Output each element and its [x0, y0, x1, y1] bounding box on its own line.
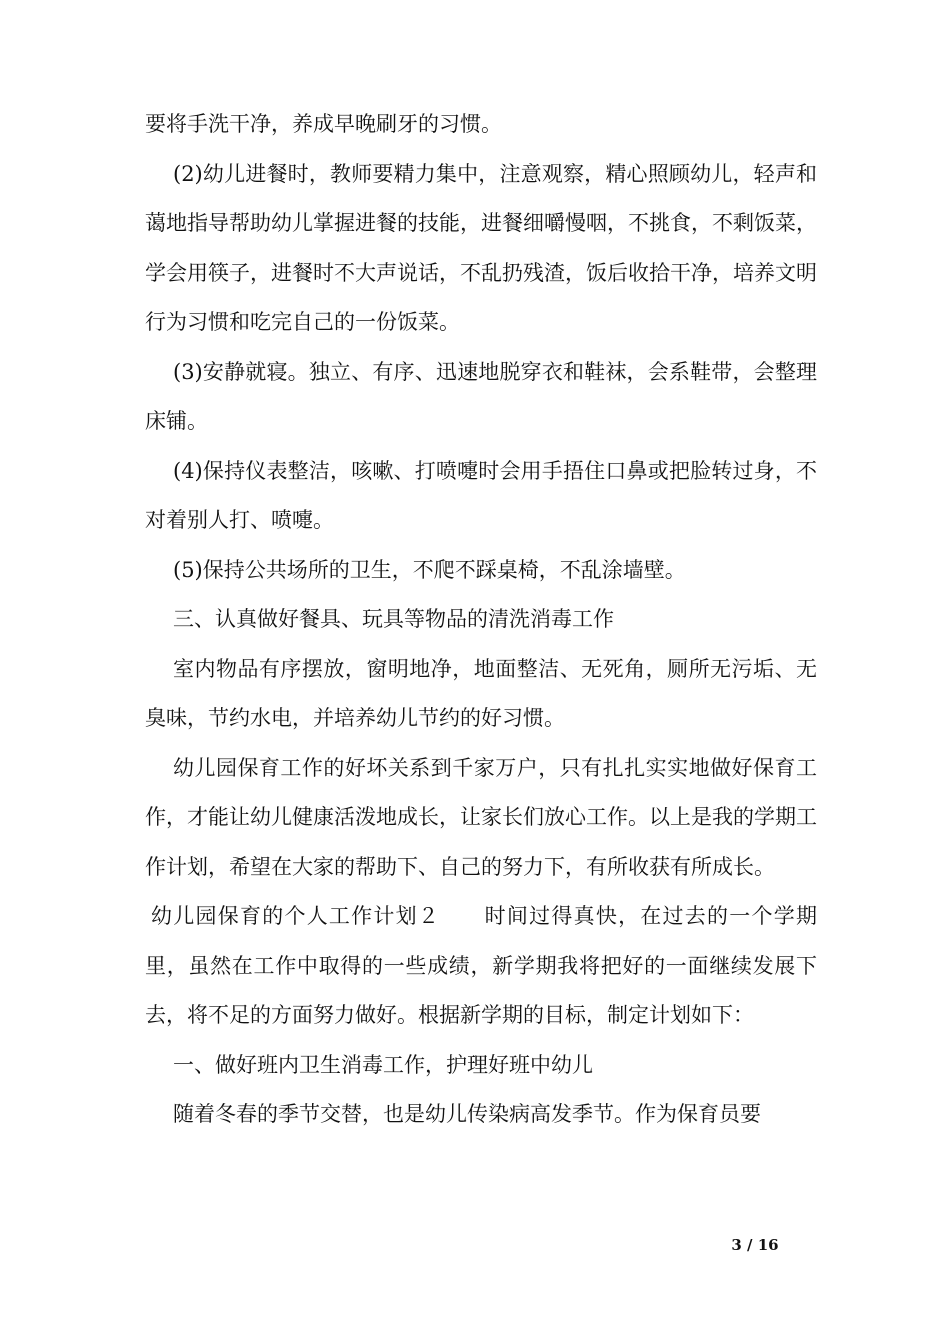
section-heading-3: 三、认真做好餐具、玩具等物品的清洗消毒工作 [173, 607, 614, 631]
section-heading-1: 一、做好班内卫生消毒工作，护理好班中幼儿 [173, 1052, 593, 1077]
paragraph-8: 随着冬春的季节交替，也是幼儿传染病高发季节。作为保育员要 [173, 1102, 761, 1126]
paragraph-3: (3)安静就寝。独立、有序、迅速地脱穿衣和鞋袜，会系鞋带，会整理床铺。 [145, 359, 817, 433]
paragraph-4: (4)保持仪表整洁，咳嗽、打喷嚏时会用手捂住口鼻或把脸转过身，不对着别人打、喷嚏。 [145, 458, 817, 532]
page-number: 3 / 16 [731, 1236, 779, 1254]
plan-2-intro: 幼儿园保育的个人工作计划２ 时间过得真快，在过去的一个学期里，虽然在工作中取得的一些成绩，新学期我将把好的一面继续发展下去，将不足的方面努力做好。根据新学期的目标，制定计划如下： [145, 904, 817, 1027]
paragraph-2: (2)幼儿进餐时，教师要精力集中，注意观察，精心照顾幼儿，轻声和蔼地指导帮助幼儿掌握进餐的技能，进餐细嚼慢咽，不挑食，不剩饭菜，学会用筷子，进餐时不大声说话，不乱扔残渣，饭后收拾干净，培养文明行为习惯和吃完自己的一份饭菜。 [145, 161, 817, 334]
paragraph-1: 要将手洗干净，养成早晚刷牙的习惯。 [145, 112, 502, 136]
paragraph-7: 幼儿园保育工作的好坏关系到千家万户，只有扎扎实实地做好保育工作，才能让幼儿健康活泼地成长，让家长们放心工作。以上是我的学期工作计划，希望在大家的帮助下、自己的努力下，有所收获有所成长。 [145, 755, 817, 879]
paragraph-6: 室内物品有序摆放，窗明地净，地面整洁、无死角，厕所无污垢、无臭味，节约水电，并培养幼儿节约的好习惯。 [145, 656, 817, 730]
document-body [145, 100, 817, 1140]
paragraph-5: (5)保持公共场所的卫生，不爬不踩桌椅，不乱涂墙壁。 [173, 557, 686, 582]
